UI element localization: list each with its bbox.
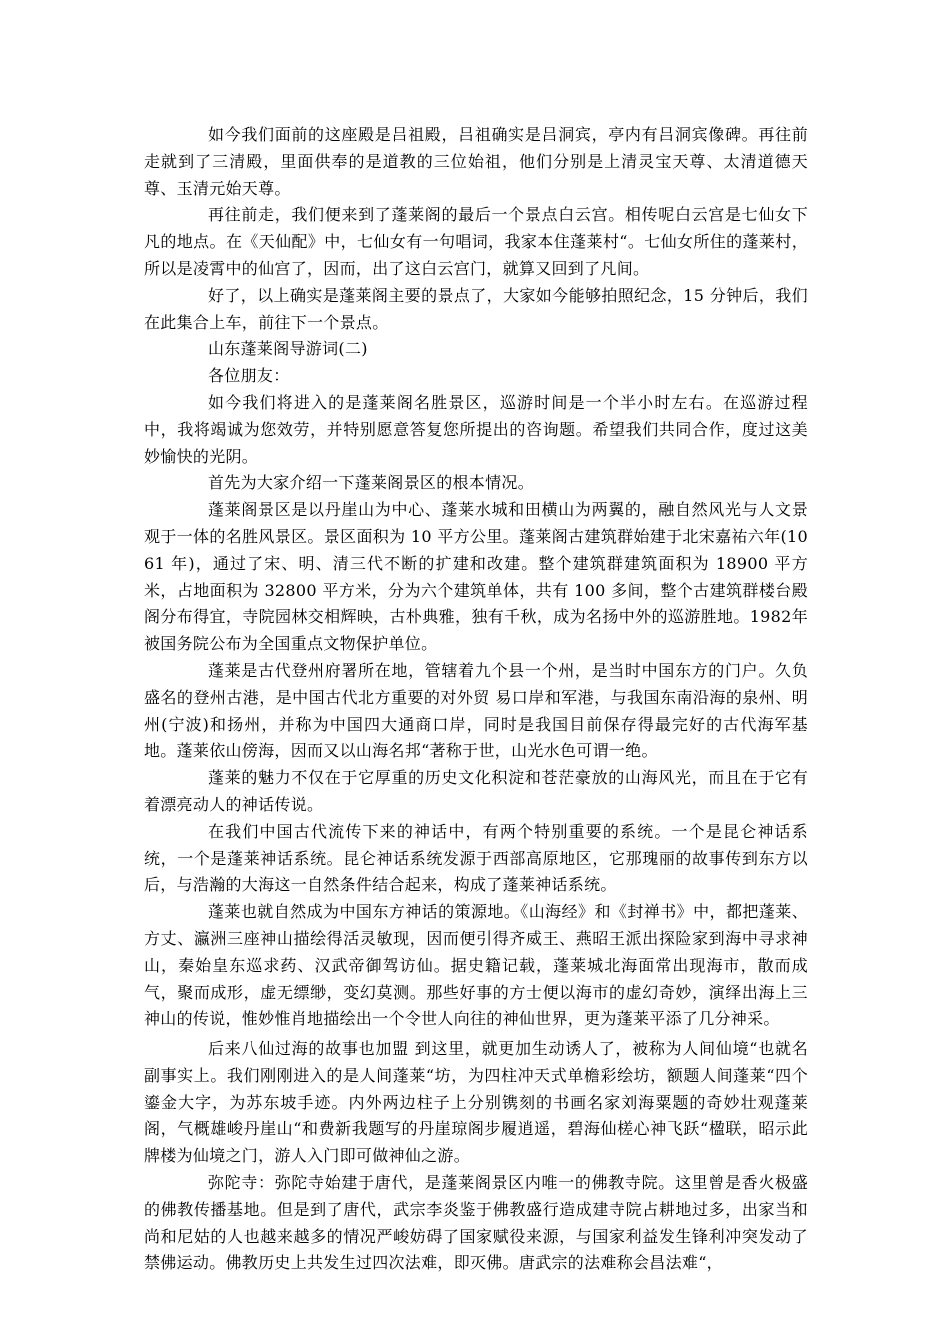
paragraph-intro: 如今我们将进入的是蓬莱阁名胜景区，巡游时间是一个半小时左右。在巡游过程中，我将竭诚为您效劳，并特别愿意答复您所提出的咨询题。希望我们共同合作，度过这美妙愉快的光阴。 — [144, 392, 808, 466]
paragraph-myth-systems: 在我们中国古代流传下来的神话中，有两个特别重要的系统。一个是昆仑神话系统，一个是蓬莱神话系统。昆仑神话系统发源于西部高原地区，它那瑰丽的故事传到东方以后，与浩瀚的大海这一自然条件结合起来，构成了蓬莱神话系统。 — [144, 821, 808, 895]
greeting: 各位朋友： — [208, 366, 290, 386]
paragraph-charm: 蓬莱的魅力不仅在于它厚重的历史文化积淀和苍茫豪放的山海风光，而且在于它有着漂亮动人的神话传说。 — [144, 768, 808, 814]
paragraph-ancient-port: 蓬莱是古代登州府署所在地，管辖着九个县一个州，是当时中国东方的门户。久负盛名的登州古港，是中国古代北方重要的对外贸 易口岸和军港，与我国东南沿海的泉州、明州(宁波)和扬州，并称为中国四大通商口岸，同时是我国目前保存得最完好的古代海军基地。蓬莱依山傍海，因而又以山海名邦“著称于世，山光水色可谓一绝。 — [144, 660, 808, 761]
paragraph-scenic-area: 蓬莱阁景区是以丹崖山为中心、蓬莱水城和田横山为两翼的，融自然风光与人文景观于一体的名胜风景区。景区面积为 10 平方公里。蓬莱阁古建筑群始建于北宋嘉祐六年(1061 年)，通过了宋、明、清三代不断的扩建和改建。整个建筑群建筑面积为 18900 平方米，占地面积为 32800 平方米，分为六个建筑单体，共有 100 多间，整个古建筑群楼台殿阁分布得宜，寺院园林交相辉映，古朴典雅，独有千秋，成为名扬中外的巡游胜地。1982年被国务院公布为全国重点文物保护单位。 — [144, 500, 808, 654]
section-title: 山东蓬莱阁导游词(二) — [208, 339, 368, 359]
paragraph-lvzu-hall: 如今我们面前的这座殿是吕祖殿，吕祖确实是吕洞宾，亭内有吕洞宾像碑。再往前走就到了三清殿，里面供奉的是道教的三位始祖，他们分别是上清灵宝天尊、太清道德天尊、玉清元始天尊。 — [144, 125, 808, 198]
paragraph-overview-lead: 首先为大家介绍一下蓬莱阁景区的根本情况。 — [208, 473, 535, 493]
paragraph-photo-gather: 好了，以上确实是蓬莱阁主要的景点了，大家如今能够拍照纪念，15 分钟后，我们在此集合上车，前往下一个景点。 — [144, 285, 808, 332]
paragraph-mituo-temple: 弥陀寺：弥陀寺始建于唐代，是蓬莱阁景区内唯一的佛教寺院。这里曾是香火极盛的佛教传播基地。但是到了唐代，武宗李炎鉴于佛教盛行造成建寺院占耕地过多，出家当和尚和尼姑的人也越来越多的情况严峻妨碍了国家赋役来源，与国家利益发生锋利冲突发动了禁佛运动。佛教历史上共发生过四次法难，即灭佛。唐武宗的法难称会昌法难“， — [144, 1173, 808, 1273]
paragraph-myth-origin: 蓬莱也就自然成为中国东方神话的策源地。《山海经》和《封禅书》中，都把蓬莱、方丈、瀛洲三座神山描绘得活灵敏现，因而便引得齐威王、燕昭王派出探险家到海中寻求神山，秦始皇东巡求药、汉武帝御驾访仙。据史籍记载，蓬莱城北海面常出现海市，散而成气，聚而成形，虚无缥缈，变幻莫测。那些好事的方士便以海市的虚幻奇妙，演绎出海上三神山的传说，惟妙惟肖地描绘出一个令世人向往的神仙世界，更为蓬莱平添了几分神采。 — [144, 902, 808, 1029]
document-body — [144, 122, 808, 1277]
paragraph-baiyun-palace: 再往前走，我们便来到了蓬莱阁的最后一个景点白云宫。相传呢白云宫是七仙女下凡的地点。在《天仙配》中，七仙女有一句唱词，我家本住蓬莱村“。七仙女所住的蓬莱村，所以是凌霄中的仙宫了，因而，出了这白云宫门，就算又回到了凡间。 — [144, 205, 808, 278]
paragraph-eight-immortals: 后来八仙过海的故事也加盟 到这里，就更加生动诱人了，被称为人间仙境“也就名副事实上。我们刚刚进入的是人间蓬莱“坊，为四柱冲天式单檐彩绘坊，额题人间蓬莱“四个鎏金大字，为苏东坡手迹。内外两边柱子上分别镌刻的书画名家刘海粟题的奇妙壮观蓬莱阁，气概雄峻丹崖山“和费新我题写的丹崖琼阁步履逍遥，碧海仙槎心神飞跃“楹联，昭示此牌楼为仙境之门，游人入门即可做神仙之游。 — [144, 1039, 808, 1166]
